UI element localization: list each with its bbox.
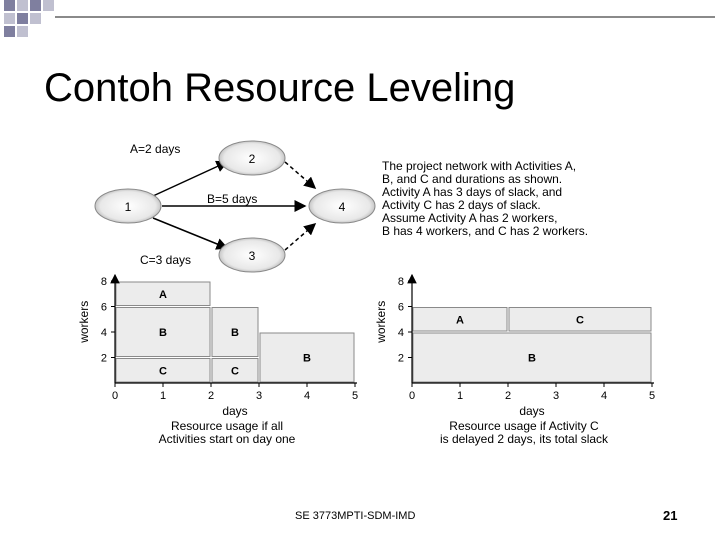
node-1 <box>95 189 161 223</box>
node-4 <box>309 189 375 223</box>
chart-caption-line: Resource usage if Activity C <box>449 419 599 433</box>
y-axis-label: workers <box>374 300 388 343</box>
x-tick-label: 5 <box>351 390 359 402</box>
x-tick-label: 3 <box>552 390 560 402</box>
x-tick-label: 1 <box>456 390 464 402</box>
y-tick-label: 8 <box>100 276 107 288</box>
x-tick-label: 0 <box>408 390 416 402</box>
y-tick-label: 4 <box>100 327 107 339</box>
header-rule <box>55 16 715 18</box>
activity-block-label: B <box>231 327 239 339</box>
x-tick-label: 4 <box>600 390 608 402</box>
chart-caption-line: Resource usage if all <box>170 419 284 433</box>
activity-block-label: A <box>456 314 464 327</box>
x-tick-label: 3 <box>255 390 263 402</box>
node-4-label: 4 <box>338 200 346 214</box>
edge-2-4 <box>285 162 315 188</box>
description-line: The project network with Activities A, <box>382 159 577 173</box>
edge-label-b: B=5 days <box>207 192 258 206</box>
activity-block-label: B <box>528 352 536 365</box>
node-3-label: 3 <box>248 249 256 263</box>
footer-text: SE 3773MPTI-SDM-IMD <box>295 510 416 522</box>
edge-1-3 <box>153 218 227 248</box>
activity-block-label: A <box>159 288 167 301</box>
resource-chart-c-delayed <box>374 275 655 446</box>
y-tick-label: 2 <box>100 352 107 365</box>
resource-leveling-figure <box>77 128 680 488</box>
activity-block-label: B <box>159 327 167 339</box>
network-edges <box>153 162 315 250</box>
activity-block-label: C <box>231 365 239 378</box>
y-tick-label: 6 <box>397 301 404 314</box>
x-tick-label: 4 <box>303 390 311 402</box>
description-line: Activity A has 3 days of slack, and <box>382 185 563 199</box>
x-tick-label: 2 <box>504 390 512 402</box>
network-description <box>382 159 588 238</box>
description-line: Assume Activity A has 2 workers, <box>382 211 558 225</box>
description-line: B, and C and durations as shown. <box>382 172 563 186</box>
edge-3-4 <box>285 224 315 250</box>
activity-block-label: C <box>576 314 584 327</box>
activity-block-label: B <box>303 352 311 365</box>
description-line: B has 4 workers, and C has 2 workers. <box>382 224 589 238</box>
x-tick-label: 1 <box>159 390 167 402</box>
y-tick-label: 6 <box>100 301 107 314</box>
chart-caption-line: is delayed 2 days, its total slack <box>439 432 609 446</box>
x-axis-label: days <box>222 404 248 418</box>
activity-block-label: C <box>159 365 167 378</box>
slide-title: Contoh Resource Leveling <box>44 66 516 110</box>
x-tick-label: 0 <box>111 390 119 402</box>
edge-label-c: C=3 days <box>140 253 192 267</box>
chart-caption-line: Activities start on day one <box>158 432 296 446</box>
resource-chart-all-start-day-one <box>77 275 358 446</box>
description-line: Activity C has 2 days of slack. <box>382 198 541 212</box>
node-3 <box>219 238 285 272</box>
node-1-label: 1 <box>124 200 132 214</box>
x-tick-label: 2 <box>207 390 215 402</box>
x-tick-label: 5 <box>648 390 656 402</box>
edge-1-2 <box>153 162 227 196</box>
y-axis-label: workers <box>77 300 91 343</box>
node-2 <box>219 141 285 175</box>
corner-decoration <box>0 0 60 45</box>
y-tick-label: 4 <box>397 327 404 339</box>
edge-label-a: A=2 days <box>130 142 181 156</box>
page-number: 21 <box>663 508 678 523</box>
x-axis-label: days <box>519 404 545 418</box>
node-2-label: 2 <box>248 152 256 166</box>
y-tick-label: 8 <box>397 276 404 288</box>
y-tick-label: 2 <box>397 352 404 365</box>
